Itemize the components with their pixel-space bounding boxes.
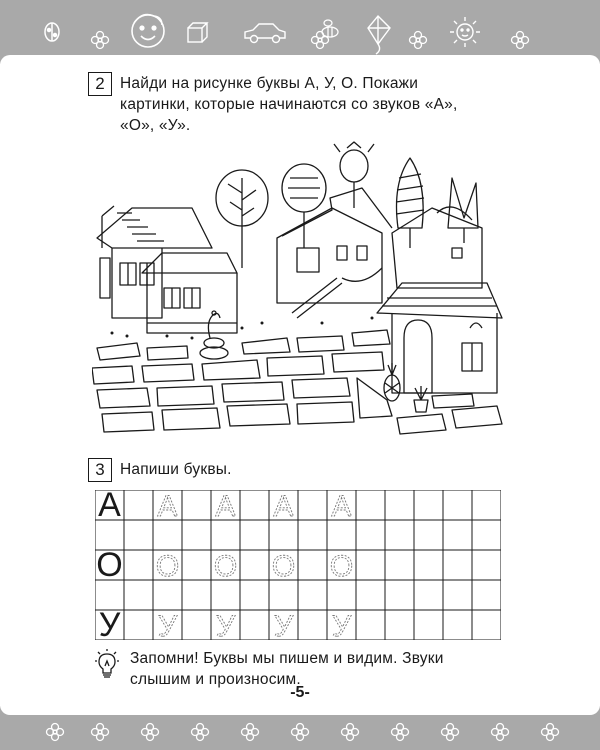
header-band [0, 0, 600, 64]
ladybug-icon [45, 23, 59, 41]
task-2-line-2: картинки, которые начинаются со звуков «А», [120, 96, 458, 113]
flower-icon [342, 724, 359, 741]
remember-line-1: Запомни! Буквы мы пишем и видим. Звуки [130, 650, 444, 667]
smiling-face-icon [132, 15, 164, 47]
traced-letter[interactable]: У [273, 610, 294, 640]
traced-letter[interactable]: А [215, 490, 236, 523]
flower-icon [442, 724, 459, 741]
traced-letter[interactable]: О [155, 550, 180, 583]
house-left [97, 206, 212, 318]
tree-right-spiky [448, 178, 478, 243]
bee-icon [322, 20, 338, 37]
traced-letter[interactable]: У [215, 610, 236, 640]
flower-icon [512, 32, 529, 49]
sample-letter: У [98, 606, 121, 640]
flower-icon [192, 724, 209, 741]
traced-letter[interactable]: А [157, 490, 178, 523]
sun-icon [450, 17, 480, 47]
flower-icon [542, 724, 559, 741]
writing-grid [95, 490, 501, 640]
grid-lines [95, 490, 501, 640]
traced-letter[interactable]: О [213, 550, 238, 583]
flower-icon [292, 724, 309, 741]
kite-icon [368, 16, 390, 54]
remember-line-2: слышим и произносим. [130, 671, 301, 688]
task-3-number: 3 [88, 458, 112, 482]
task-2-line-1: Найди на рисунке буквы А, У, О. Покажи [120, 75, 419, 92]
plant-pot [414, 386, 428, 412]
sample-letter: А [98, 490, 121, 524]
traced-letter[interactable]: О [329, 550, 354, 583]
flower-icon [47, 724, 64, 741]
traced-letter[interactable]: У [331, 610, 352, 640]
car-icon [245, 24, 285, 43]
tree-tall-stripes [396, 158, 424, 248]
page-number: -5- [290, 684, 310, 701]
flower-icon [142, 724, 159, 741]
task-3-instruction: Напиши буквы. [120, 461, 232, 478]
flower-icon [242, 724, 259, 741]
footer-decorations [0, 706, 600, 750]
house-center [277, 188, 392, 318]
flower-icon [92, 32, 109, 49]
sample-letter: О [96, 546, 123, 584]
task-2-line-3: «О», «У». [120, 117, 191, 134]
header-decorations [0, 0, 600, 60]
house-left-annex [142, 253, 237, 333]
village-illustration [92, 138, 508, 443]
traced-letter[interactable]: О [271, 550, 296, 583]
snake-drawing [200, 311, 228, 359]
lightbulb-icon [95, 648, 119, 680]
traced-letter[interactable]: А [331, 490, 352, 523]
flower-icon [392, 724, 409, 741]
flower-icon [312, 32, 329, 49]
footer-band [0, 706, 600, 750]
traced-letter[interactable]: А [273, 490, 294, 523]
tree-center [282, 164, 326, 248]
flower-icon [92, 724, 109, 741]
tree-top-small [334, 142, 374, 208]
house-right-back [392, 207, 482, 288]
cobblestone-road [92, 330, 502, 434]
traced-letter[interactable]: У [157, 610, 178, 640]
flower-icon [492, 724, 509, 741]
toy-cube-icon [188, 23, 207, 42]
flower-icon [410, 32, 427, 49]
task-2-number: 2 [88, 72, 112, 96]
